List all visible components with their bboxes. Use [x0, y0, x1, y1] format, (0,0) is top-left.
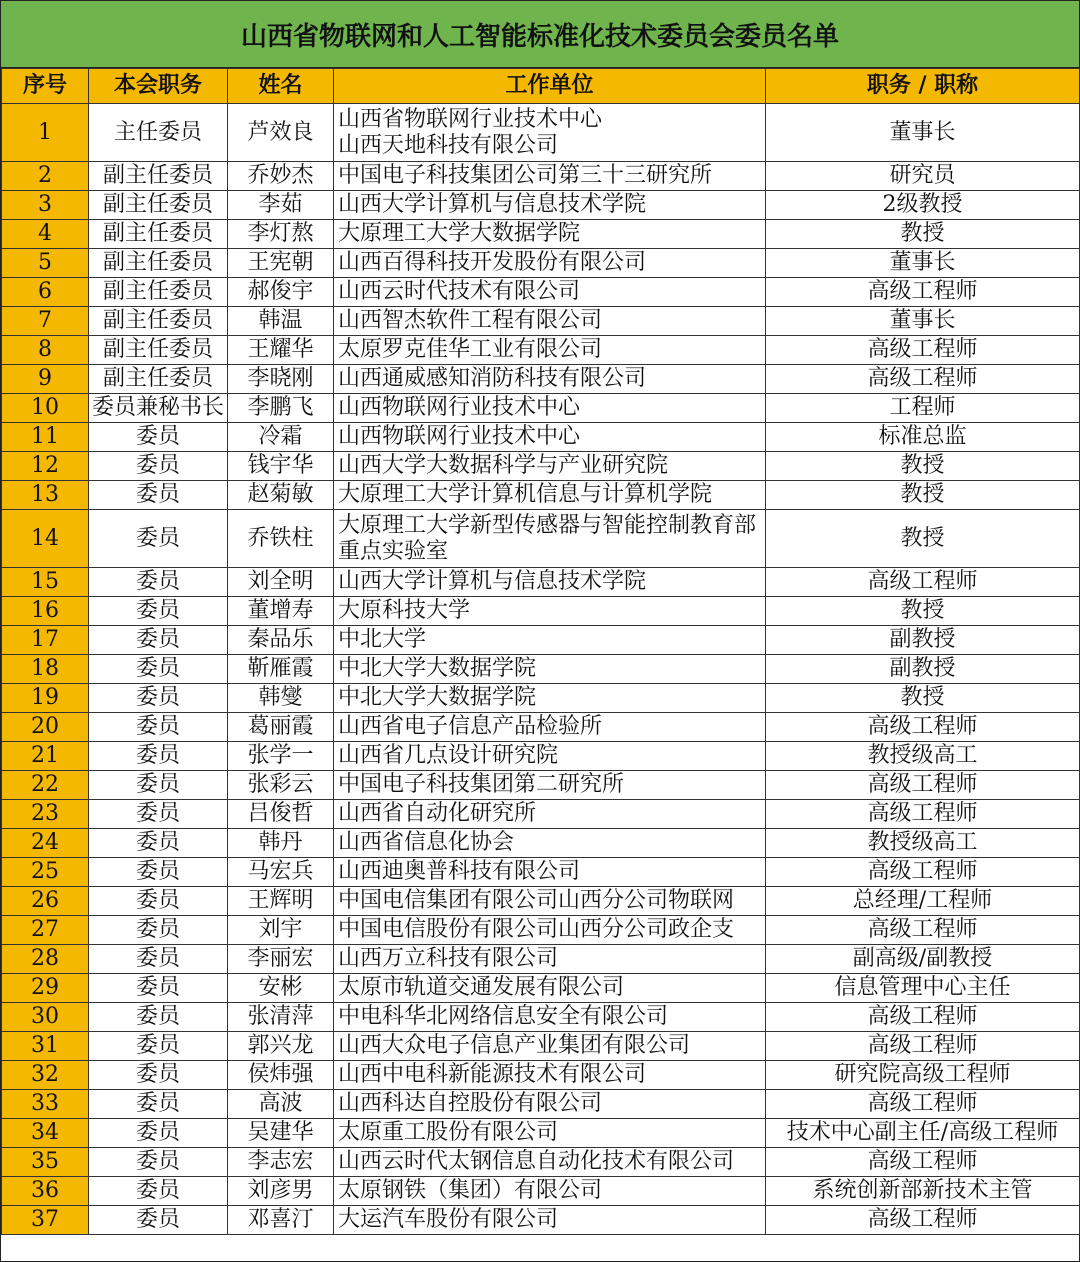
- table-row: [2, 191, 1080, 220]
- cell-unit: 山西物联网行业技术中心: [334, 394, 766, 423]
- cell-role: 副主任委员: [89, 191, 228, 220]
- cell-title: 教授: [766, 684, 1080, 713]
- cell-unit: 山西百得科技开发股份有限公司: [334, 249, 766, 278]
- cell-title: 副教授: [766, 626, 1080, 655]
- cell-unit: 山西云时代技术有限公司: [334, 278, 766, 307]
- cell-title: 技术中心副主任/高级工程师: [766, 1119, 1080, 1148]
- cell-no: 2: [2, 162, 89, 191]
- cell-title: 高级工程师: [766, 1032, 1080, 1061]
- cell-no: 4: [2, 220, 89, 249]
- cell-no: 24: [2, 829, 89, 858]
- table-row: [2, 945, 1080, 974]
- cell-title: 教授: [766, 481, 1080, 510]
- header-row: [2, 69, 1080, 104]
- table-row: [2, 1206, 1080, 1235]
- cell-name: 吴建华: [228, 1119, 334, 1148]
- cell-role: 副主任委员: [89, 307, 228, 336]
- table-row: [2, 394, 1080, 423]
- cell-title: 高级工程师: [766, 800, 1080, 829]
- table-row: [2, 452, 1080, 481]
- cell-role: 委员: [89, 510, 228, 568]
- cell-role: 委员: [89, 742, 228, 771]
- cell-unit: 山西省几点设计研究院: [334, 742, 766, 771]
- cell-unit: 太原重工股份有限公司: [334, 1119, 766, 1148]
- cell-unit: 中北大学大数据学院: [334, 655, 766, 684]
- cell-title: 教授: [766, 220, 1080, 249]
- cell-role: 委员: [89, 1148, 228, 1177]
- cell-no: 30: [2, 1003, 89, 1032]
- table-row: [2, 568, 1080, 597]
- cell-name: 张清萍: [228, 1003, 334, 1032]
- cell-unit: 中国电子科技集团第二研究所: [334, 771, 766, 800]
- cell-role: 委员: [89, 423, 228, 452]
- cell-no: 28: [2, 945, 89, 974]
- cell-name: 靳雁霞: [228, 655, 334, 684]
- table-body: [2, 104, 1080, 1235]
- table-row: [2, 1061, 1080, 1090]
- cell-no: 21: [2, 742, 89, 771]
- cell-role: 委员: [89, 1119, 228, 1148]
- header-unit: 工作单位: [334, 69, 766, 104]
- cell-no: 14: [2, 510, 89, 568]
- cell-name: 钱宇华: [228, 452, 334, 481]
- cell-unit: 大原科技大学: [334, 597, 766, 626]
- cell-role: 委员: [89, 1206, 228, 1235]
- cell-title: 研究员: [766, 162, 1080, 191]
- cell-role: 委员: [89, 597, 228, 626]
- cell-unit: 山西省信息化协会: [334, 829, 766, 858]
- table-row: [2, 423, 1080, 452]
- cell-title: 董事长: [766, 249, 1080, 278]
- cell-name: 李志宏: [228, 1148, 334, 1177]
- cell-title: 标准总监: [766, 423, 1080, 452]
- header-no: 序号: [2, 69, 89, 104]
- cell-name: 高波: [228, 1090, 334, 1119]
- cell-name: 乔铁柱: [228, 510, 334, 568]
- cell-unit: 山西中电科新能源技术有限公司: [334, 1061, 766, 1090]
- cell-unit: 山西省物联网行业技术中心 山西天地科技有限公司: [334, 104, 766, 162]
- cell-title: 高级工程师: [766, 771, 1080, 800]
- cell-name: 邓喜汀: [228, 1206, 334, 1235]
- cell-title: 高级工程师: [766, 568, 1080, 597]
- table-row: [2, 1090, 1080, 1119]
- cell-role: 委员: [89, 829, 228, 858]
- cell-unit: 山西智杰软件工程有限公司: [334, 307, 766, 336]
- cell-no: 32: [2, 1061, 89, 1090]
- cell-title: 教授级高工: [766, 829, 1080, 858]
- cell-no: 29: [2, 974, 89, 1003]
- table-row: [2, 887, 1080, 916]
- cell-title: 高级工程师: [766, 1148, 1080, 1177]
- cell-role: 副主任委员: [89, 162, 228, 191]
- cell-no: 31: [2, 1032, 89, 1061]
- cell-role: 委员: [89, 945, 228, 974]
- cell-no: 26: [2, 887, 89, 916]
- cell-role: 委员: [89, 684, 228, 713]
- table-row: [2, 1032, 1080, 1061]
- cell-name: 秦品乐: [228, 626, 334, 655]
- cell-name: 冷霜: [228, 423, 334, 452]
- cell-no: 23: [2, 800, 89, 829]
- table-row: [2, 771, 1080, 800]
- cell-unit: 中国电信集团有限公司山西分公司物联网: [334, 887, 766, 916]
- cell-no: 11: [2, 423, 89, 452]
- cell-unit: 中北大学: [334, 626, 766, 655]
- cell-unit: 中北大学大数据学院: [334, 684, 766, 713]
- table-row: [2, 742, 1080, 771]
- cell-role: 委员: [89, 1090, 228, 1119]
- cell-title: 高级工程师: [766, 1206, 1080, 1235]
- cell-title: 高级工程师: [766, 278, 1080, 307]
- cell-unit: 山西物联网行业技术中心: [334, 423, 766, 452]
- cell-title: 工程师: [766, 394, 1080, 423]
- cell-role: 委员: [89, 887, 228, 916]
- cell-title: 2级教授: [766, 191, 1080, 220]
- table-row: [2, 1177, 1080, 1206]
- cell-name: 王耀华: [228, 336, 334, 365]
- cell-no: 19: [2, 684, 89, 713]
- header-role: 本会职务: [89, 69, 228, 104]
- cell-title: 教授: [766, 452, 1080, 481]
- cell-name: 刘全明: [228, 568, 334, 597]
- cell-name: 吕俊哲: [228, 800, 334, 829]
- cell-role: 委员: [89, 1003, 228, 1032]
- member-table: [1, 68, 1080, 1235]
- cell-name: 王辉明: [228, 887, 334, 916]
- cell-unit: 太原罗克佳华工业有限公司: [334, 336, 766, 365]
- cell-no: 13: [2, 481, 89, 510]
- table-row: [2, 916, 1080, 945]
- cell-title: 研究院高级工程师: [766, 1061, 1080, 1090]
- cell-title: 教授级高工: [766, 742, 1080, 771]
- cell-unit: 山西省电子信息产品检验所: [334, 713, 766, 742]
- cell-title: 系统创新部新技术主管: [766, 1177, 1080, 1206]
- table-row: [2, 974, 1080, 1003]
- cell-name: 李鹏飞: [228, 394, 334, 423]
- cell-no: 27: [2, 916, 89, 945]
- cell-role: 主任委员: [89, 104, 228, 162]
- cell-no: 36: [2, 1177, 89, 1206]
- cell-unit: 山西大学计算机与信息技术学院: [334, 191, 766, 220]
- cell-title: 高级工程师: [766, 1003, 1080, 1032]
- header-name: 姓名: [228, 69, 334, 104]
- cell-unit: 山西大学计算机与信息技术学院: [334, 568, 766, 597]
- cell-no: 16: [2, 597, 89, 626]
- cell-no: 35: [2, 1148, 89, 1177]
- header-title: 职务 / 职称: [766, 69, 1080, 104]
- cell-name: 马宏兵: [228, 858, 334, 887]
- cell-no: 3: [2, 191, 89, 220]
- cell-title: 副教授: [766, 655, 1080, 684]
- cell-no: 34: [2, 1119, 89, 1148]
- cell-title: 董事长: [766, 104, 1080, 162]
- cell-unit: 中国电信股份有限公司山西分公司政企支: [334, 916, 766, 945]
- cell-name: 芦效良: [228, 104, 334, 162]
- table-row: [2, 336, 1080, 365]
- cell-role: 委员: [89, 916, 228, 945]
- cell-role: 委员: [89, 1177, 228, 1206]
- table-row: [2, 104, 1080, 162]
- cell-no: 17: [2, 626, 89, 655]
- cell-unit: 大原理工大学计算机信息与计算机学院: [334, 481, 766, 510]
- table-row: [2, 829, 1080, 858]
- cell-no: 5: [2, 249, 89, 278]
- table-row: [2, 278, 1080, 307]
- cell-unit: 山西科达自控股份有限公司: [334, 1090, 766, 1119]
- cell-title: 董事长: [766, 307, 1080, 336]
- cell-role: 副主任委员: [89, 365, 228, 394]
- cell-unit: 山西大众电子信息产业集团有限公司: [334, 1032, 766, 1061]
- table-row: [2, 1119, 1080, 1148]
- table-row: [2, 684, 1080, 713]
- cell-title: 高级工程师: [766, 713, 1080, 742]
- table-row: [2, 365, 1080, 394]
- table-row: [2, 220, 1080, 249]
- cell-role: 委员: [89, 1061, 228, 1090]
- cell-unit: 山西省自动化研究所: [334, 800, 766, 829]
- cell-role: 委员: [89, 1032, 228, 1061]
- cell-no: 9: [2, 365, 89, 394]
- cell-title: 信息管理中心主任: [766, 974, 1080, 1003]
- cell-role: 副主任委员: [89, 249, 228, 278]
- cell-name: 李灯熬: [228, 220, 334, 249]
- table-row: [2, 597, 1080, 626]
- cell-name: 乔妙杰: [228, 162, 334, 191]
- cell-role: 委员: [89, 655, 228, 684]
- cell-unit: 中电科华北网络信息安全有限公司: [334, 1003, 766, 1032]
- cell-title: 总经理/工程师: [766, 887, 1080, 916]
- cell-role: 委员: [89, 974, 228, 1003]
- cell-title: 副高级/副教授: [766, 945, 1080, 974]
- table-row: [2, 481, 1080, 510]
- cell-no: 10: [2, 394, 89, 423]
- cell-no: 25: [2, 858, 89, 887]
- cell-unit: 大运汽车股份有限公司: [334, 1206, 766, 1235]
- cell-role: 委员: [89, 452, 228, 481]
- cell-no: 15: [2, 568, 89, 597]
- cell-no: 8: [2, 336, 89, 365]
- cell-role: 副主任委员: [89, 278, 228, 307]
- cell-title: 教授: [766, 510, 1080, 568]
- cell-unit: 山西通威感知消防科技有限公司: [334, 365, 766, 394]
- cell-title: 高级工程师: [766, 858, 1080, 887]
- table-row: [2, 1148, 1080, 1177]
- cell-role: 委员: [89, 800, 228, 829]
- cell-role: 委员: [89, 713, 228, 742]
- cell-name: 李茹: [228, 191, 334, 220]
- cell-name: 韩丹: [228, 829, 334, 858]
- cell-role: 委员: [89, 481, 228, 510]
- table-row: [2, 713, 1080, 742]
- cell-name: 韩温: [228, 307, 334, 336]
- cell-name: 李晓刚: [228, 365, 334, 394]
- cell-unit: 大原理工大学新型传感器与智能控制教育部重点实验室: [334, 510, 766, 568]
- table-row: [2, 800, 1080, 829]
- cell-title: 高级工程师: [766, 916, 1080, 945]
- cell-name: 李丽宏: [228, 945, 334, 974]
- cell-no: 22: [2, 771, 89, 800]
- table-row: [2, 249, 1080, 278]
- cell-name: 郝俊宇: [228, 278, 334, 307]
- cell-no: 18: [2, 655, 89, 684]
- cell-unit: 山西万立科技有限公司: [334, 945, 766, 974]
- sheet-title: 山西省物联网和人工智能标准化技术委员会委员名单: [1, 1, 1079, 68]
- cell-name: 张学一: [228, 742, 334, 771]
- table-row: [2, 655, 1080, 684]
- cell-name: 赵菊敏: [228, 481, 334, 510]
- table-row: [2, 858, 1080, 887]
- cell-name: 刘宇: [228, 916, 334, 945]
- cell-unit: 中国电子科技集团公司第三十三研究所: [334, 162, 766, 191]
- cell-no: 12: [2, 452, 89, 481]
- cell-role: 委员: [89, 771, 228, 800]
- cell-no: 1: [2, 104, 89, 162]
- cell-unit: 山西迪奥普科技有限公司: [334, 858, 766, 887]
- cell-no: 6: [2, 278, 89, 307]
- cell-role: 委员: [89, 858, 228, 887]
- cell-title: 教授: [766, 597, 1080, 626]
- table-row: [2, 1003, 1080, 1032]
- cell-no: 20: [2, 713, 89, 742]
- cell-unit: 太原市轨道交通发展有限公司: [334, 974, 766, 1003]
- cell-no: 37: [2, 1206, 89, 1235]
- cell-name: 刘彦男: [228, 1177, 334, 1206]
- cell-unit: 太原钢铁（集团）有限公司: [334, 1177, 766, 1206]
- cell-unit: 大原理工大学大数据学院: [334, 220, 766, 249]
- cell-title: 高级工程师: [766, 1090, 1080, 1119]
- cell-unit: 山西大学大数据科学与产业研究院: [334, 452, 766, 481]
- cell-role: 委员兼秘书长: [89, 394, 228, 423]
- cell-name: 侯炜强: [228, 1061, 334, 1090]
- cell-title: 高级工程师: [766, 336, 1080, 365]
- cell-name: 王宪朝: [228, 249, 334, 278]
- cell-unit: 山西云时代太钢信息自动化技术有限公司: [334, 1148, 766, 1177]
- cell-role: 委员: [89, 568, 228, 597]
- cell-title: 高级工程师: [766, 365, 1080, 394]
- cell-role: 副主任委员: [89, 336, 228, 365]
- table-row: [2, 510, 1080, 568]
- table-row: [2, 307, 1080, 336]
- cell-name: 张彩云: [228, 771, 334, 800]
- cell-no: 33: [2, 1090, 89, 1119]
- cell-name: 葛丽霞: [228, 713, 334, 742]
- cell-name: 董增寿: [228, 597, 334, 626]
- cell-role: 委员: [89, 626, 228, 655]
- table-row: [2, 162, 1080, 191]
- cell-role: 副主任委员: [89, 220, 228, 249]
- table-row: [2, 626, 1080, 655]
- cell-name: 安彬: [228, 974, 334, 1003]
- cell-name: 郭兴龙: [228, 1032, 334, 1061]
- cell-name: 韩燮: [228, 684, 334, 713]
- cell-no: 7: [2, 307, 89, 336]
